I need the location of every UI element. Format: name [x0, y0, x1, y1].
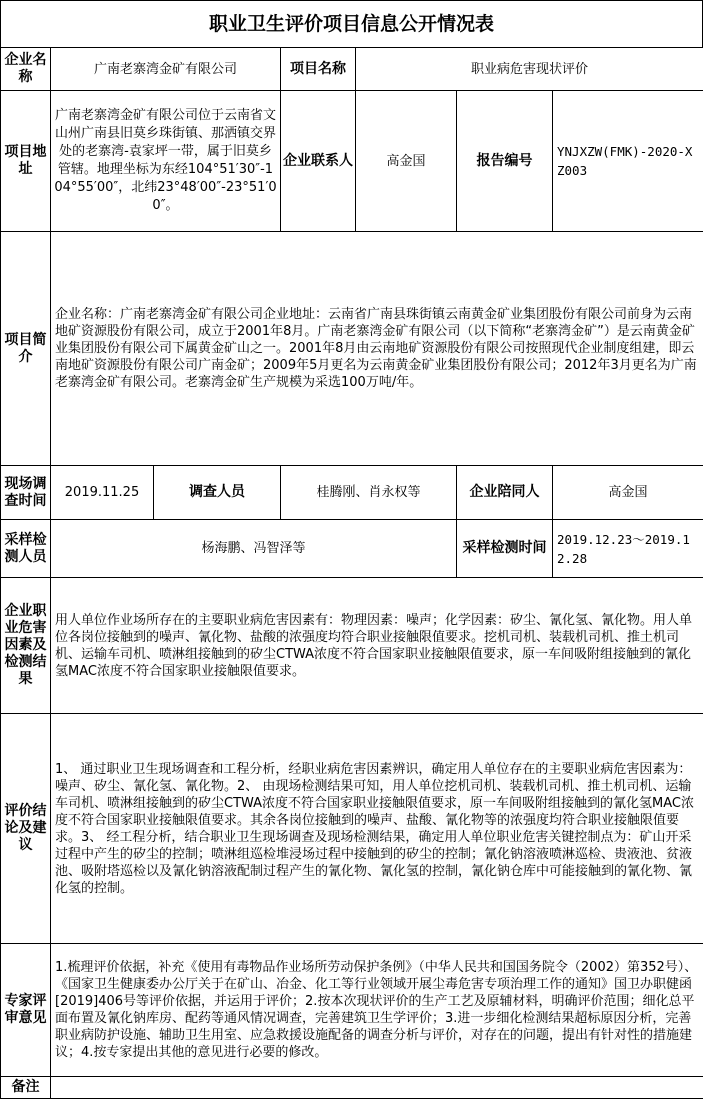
address-label: 项目地址 [1, 91, 51, 232]
info-table [0, 47, 703, 1099]
row-conclusion [1, 714, 703, 944]
expert-label: 专家评审意见 [1, 944, 51, 1077]
report-number-value: YNJXZW(FMK)-2020-XZ003 [553, 91, 703, 232]
page-title: 职业卫生评价项目信息公开情况表 [0, 0, 703, 47]
sampling-staff-label: 采样检测人员 [1, 520, 51, 578]
escort-label: 企业陪同人 [457, 466, 553, 520]
contact-value: 高金国 [356, 91, 457, 232]
sampling-time-label: 采样检测时间 [457, 520, 553, 578]
escort-value: 高金国 [553, 466, 703, 520]
conclusion-value: 1、 通过职业卫生现场调查和工程分析，经职业病危害因素辨识，确定用人单位存在的主要职业病危害因素为：噪声、矽尘、氰化氢、氰化物。2、 由现场检测结果可知，用人单位挖机司机、装载机司机、推土机司机、运输车司机、喷淋组接触到的矽尘CTWA浓度不符合国家职业接触限值要求，原一车间吸附组接触到的氰化氢MAC浓度不符合国家职业接触限值要求。其余各岗位接触到的噪声、盐酸、氰化物等的浓强度均符合职业接触限值要求。3、 经工程分析，结合职业卫生现场调查及现场检测结果，确定用人单位职业危害关键控制点为：矿山开采过程中产生的矽尘的控制；喷淋组巡检堆浸场过程中接触到的矽尘的控制；氰化钠溶液喷淋巡检、贵液池、贫液池、吸附塔巡检以及氰化钠溶液配制过程产生的氰化物、氰化氢的控制，氰化钠仓库中可能接触到的氰化物、氰化氢的控制。 [51, 714, 703, 944]
intro-label: 项目简介 [1, 232, 51, 466]
row-remark [1, 1077, 703, 1099]
company-label: 企业名称 [1, 48, 51, 91]
report-number-label: 报告编号 [457, 91, 553, 232]
hazard-value: 用人单位作业场所存在的主要职业病危害因素有：物理因素：噪声；化学因素：矽尘、氰化氢、氰化物。用人单位各岗位接触到的噪声、氰化物、盐酸的浓强度均符合职业接触限值要求。挖机司机、装载机司机、推土机司机、运输车司机、喷淋组接触到的矽尘CTWA浓度不符合国家职业接触限值要求，原一车间吸附组接触到的氰化氢MAC浓度不符合国家职业接触限值要求。 [51, 578, 703, 714]
remark-label: 备注 [1, 1077, 51, 1099]
survey-time-label: 现场调查时间 [1, 466, 51, 520]
sampling-time-value: 2019.12.23～2019.12.28 [553, 520, 703, 578]
contact-label: 企业联系人 [281, 91, 356, 232]
hazard-label: 企业职业危害因素及检测结果 [1, 578, 51, 714]
sampling-staff-value: 杨海鹏、冯智泽等 [51, 520, 457, 578]
project-name-value: 职业病危害现状评价 [356, 48, 703, 91]
row-survey [1, 466, 703, 520]
conclusion-label: 评价结论及建议 [1, 714, 51, 944]
remark-value [51, 1077, 703, 1099]
row-hazard [1, 578, 703, 714]
row-company [1, 48, 703, 91]
row-expert [1, 944, 703, 1077]
survey-date: 2019.11.25 [51, 466, 154, 520]
survey-staff-label: 调查人员 [154, 466, 281, 520]
company-value: 广南老寨湾金矿有限公司 [51, 48, 281, 91]
expert-value: 1.梳理评价依据，补充《使用有毒物品作业场所劳动保护条例》（中华人民共和国国务院令（2002）第352号）、《国家卫生健康委办公厅关于在矿山、冶金、化工等行业领域开展尘毒危害专项治理工作的通知》国卫办职健函[2019]406号等评价依据，并运用于评价；2.按本次现状评价的生产工艺及原辅材料，明确评价范围；细化总平面布置及氰化钠库房、配药等通风情况调查，完善建筑卫生学评价；3.进一步细化检测结果超标原因分析，完善职业病防护设施、辅助卫生用室、应急救援设施配备的调查分析与评价，对存在的问题，提出有针对性的措施建议；4.按专家提出其他的意见进行必要的修改。 [51, 944, 703, 1077]
address-value: 广南老寨湾金矿有限公司位于云南省文山州广南县旧莫乡珠街镇、那洒镇交界处的老寨湾-袁家坪一带，属于旧莫乡管辖。地理坐标为东经104°51′30″-104°55′00″，北纬23°48′00″-23°51′00″。 [51, 91, 281, 232]
row-intro [1, 232, 703, 466]
row-sampling [1, 520, 703, 578]
survey-staff-value: 桂腾刚、肖永权等 [281, 466, 457, 520]
project-name-label: 项目名称 [281, 48, 356, 91]
row-address [1, 91, 703, 232]
intro-value: 企业名称：广南老寨湾金矿有限公司企业地址：云南省广南县珠街镇云南黄金矿业集团股份有限公司前身为云南地矿资源股份有限公司，成立于2001年8月。广南老寨湾金矿有限公司（以下简称“老寨湾金矿”）是云南黄金矿业集团股份有限公司下属黄金矿山之一。2001年8月由云南地矿资源股份有限公司按照现代企业制度组建，即云南地矿资源股份有限公司广南金矿；2009年5月更名为云南黄金矿业集团股份有限公司；2012年3月更名为广南老寨湾金矿有限公司。老寨湾金矿生产规模为采选100万吨/年。 [51, 232, 703, 466]
